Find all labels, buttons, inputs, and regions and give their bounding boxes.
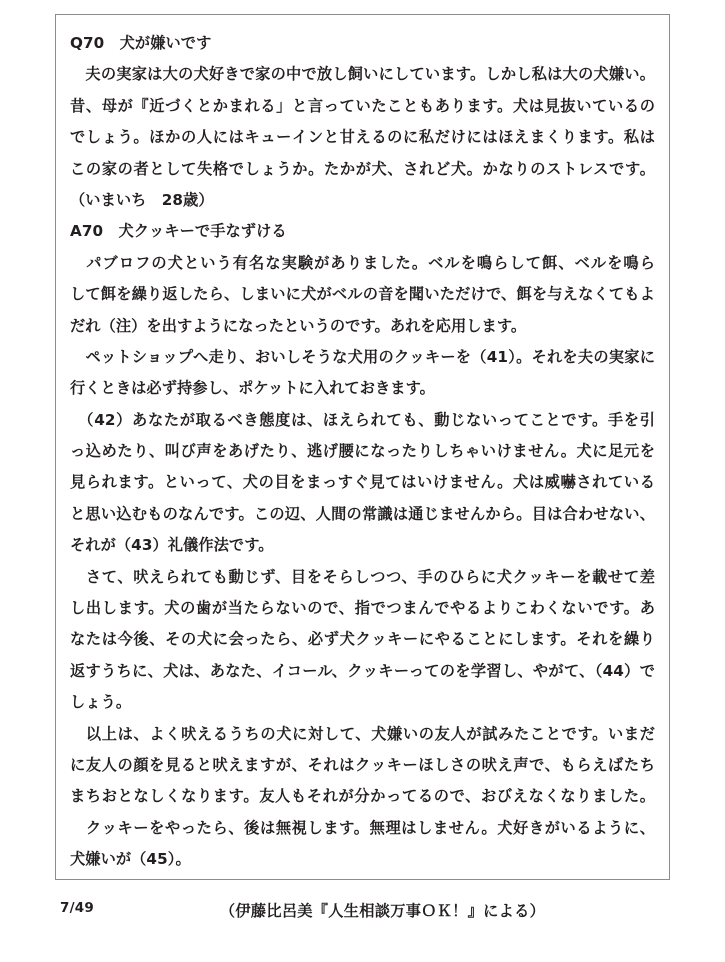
answer-line: して餌を繰り返したら、しまいに犬がベルの音を聞いただけで、餌を与えなくてもよ <box>70 285 655 304</box>
answer-line: パブロフの犬という有名な実験がありました。ベルを鳴らして餌、ベルを鳴ら <box>70 253 655 272</box>
question-line: この家の者として失格でしょうか。たかが犬、されど犬。かなりのストレスです。 <box>70 159 655 178</box>
answer-heading: A70 犬クッキーで手なずける <box>70 222 287 241</box>
answer-line: だれ（注）を出すようになったというのです。あれを応用します。 <box>70 316 527 335</box>
question-line: 昔、母が『近づくとかまれる」と言っていたこともあります。犬は見抜いているの <box>70 96 655 115</box>
answer-line: 返すうちに、犬は、あなた、イコール、クッキーってのを学習し、やがて、（44）で <box>70 661 655 680</box>
answer-line: っ込めたり、叫び声をあげたり、逃げ腰になったりしちゃいけません。犬に足元を <box>70 442 655 461</box>
reading-passage-box <box>55 14 670 880</box>
question-heading: Q70 犬が嫌いです <box>70 34 212 52</box>
answer-line: 行くときは必ず持参し、ポケットに入れておきます。 <box>70 379 435 398</box>
answer-line: なたは今後、その犬に会ったら、必ず犬クッキーにやることにします。それを繰り <box>70 630 655 649</box>
passage-content <box>56 15 669 876</box>
answer-line: クッキーをやったら、後は無視します。無理はしません。犬好きがいるように、 <box>70 818 655 837</box>
question-signature: （いまいち 28歳） <box>70 190 214 209</box>
answer-line: と思い込むものなんです。この辺、人間の常識は通じませんから。目は合わせない、 <box>70 504 655 523</box>
answer-line: 見られます。といって、犬の目をまっすぐ見てはいけません。犬は威嚇されている <box>70 473 655 492</box>
answer-line: しょう。 <box>70 693 132 712</box>
question-line: 夫の実家は大の犬好きで家の中で放し飼いにしています。しかし私は大の犬嫌い。 <box>70 65 655 84</box>
page-number: 7/49 <box>60 900 94 916</box>
answer-line: （42）あなたが取るべき態度は、ほえられても、動じないってことです。手を引 <box>70 410 655 429</box>
answer-line: し出します。犬の歯が当たらないので、指でつまんでやるよりこわくないです。あ <box>70 599 655 618</box>
page-footer <box>0 900 725 940</box>
answer-line: に友人の顔を見ると吠えますが、それはクッキーほしさの吠え声で、もらえばたち <box>70 755 655 774</box>
answer-line: まちおとなしくなります。友人もそれが分かってるので、おびえなくなりました。 <box>70 787 655 806</box>
question-line: でしょう。ほかの人にはキューインと甘えるのに私だけにはほえまくります。私は <box>70 128 655 147</box>
answer-line: 以上は、よく吠えるうちの犬に対して、犬嫌いの友人が試みたことです。いまだ <box>70 724 655 743</box>
answer-line: ペットショップへ走り、おいしそうな犬用のクッキーを（41）。それを夫の実家に <box>70 347 655 366</box>
answer-line: さて、吠えられても動じず、目をそらしつつ、手のひらに犬クッキーを載せて差 <box>70 567 655 586</box>
answer-line: それが（43）礼儀作法です。 <box>70 536 274 555</box>
answer-line: 犬嫌いが（45）。 <box>70 850 191 869</box>
source-attribution: （伊藤比呂美『人生相談万事ＯＫ！』による） <box>219 902 546 920</box>
